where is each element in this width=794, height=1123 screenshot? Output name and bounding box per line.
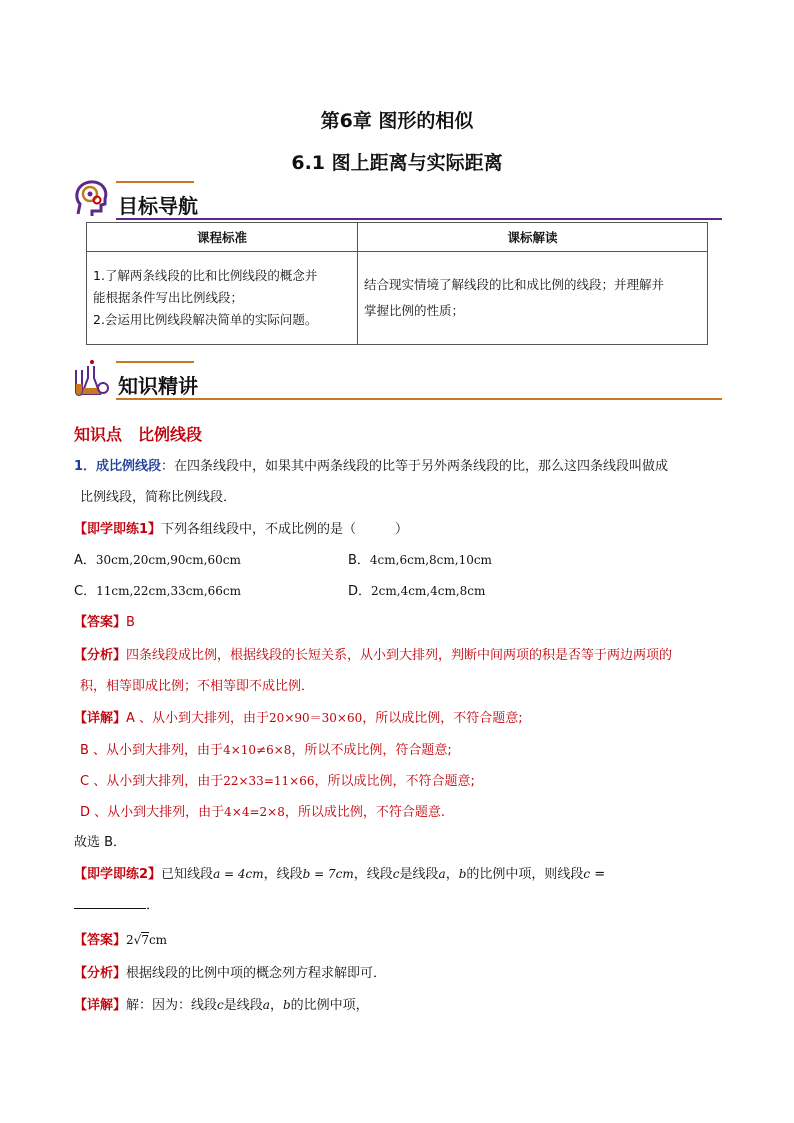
detail-text: D 、从小到大排列，由于 [80, 805, 225, 820]
option-text: 11cm,22cm,33cm,66cm [96, 584, 241, 598]
detail-text: 解：因为：线段 [126, 998, 218, 1013]
option-text: 2cm,4cm,4cm,8cm [371, 584, 486, 598]
detail-tag: 【详解】 [74, 711, 127, 726]
curriculum-table [86, 222, 708, 345]
detail-text: ，所以成比例，不符合题意; [362, 711, 523, 726]
practice1-question [74, 520, 408, 540]
section-header-knowledge [70, 358, 722, 402]
definition-line-1 [74, 457, 668, 477]
header-accent-line [116, 181, 194, 183]
question-text: 的比例中项，则线段 [466, 867, 584, 882]
analysis-tag: 【分析】 [74, 966, 127, 981]
table-line: 1.了解两条线段的比和比例线段的概念并 [93, 268, 318, 283]
question-text: ． [146, 898, 160, 913]
answer-coefficient: 2 [126, 933, 134, 947]
practice2-detail [74, 995, 369, 1016]
head-gears-icon [70, 178, 112, 220]
detail-text: ，所以成比例，不符合题意; [314, 774, 475, 789]
detail-text: A 、从小到大排列，由于 [126, 711, 270, 726]
table-cell-standard [87, 252, 358, 345]
answer-unit: cm [148, 933, 168, 947]
option-c [74, 581, 241, 602]
sqrt-sign-icon: √ [133, 933, 142, 947]
detail-text: 是线段 [223, 998, 263, 1013]
detail-math: 4×10≠6×8 [223, 743, 292, 757]
detail-text: B 、从小到大排列，由于 [80, 743, 224, 758]
detail-math: c [217, 998, 224, 1012]
answer-tag: 【答案】 [74, 933, 127, 948]
flask-icon [70, 358, 112, 400]
section-title-goals: 目标导航 [118, 194, 198, 218]
table-line: 能根据条件写出比例线段； [93, 290, 244, 305]
answer-blank [74, 896, 146, 909]
practice2-answer [74, 930, 167, 951]
answer-tag: 【答案】 [74, 615, 127, 630]
option-text: 4cm,6cm,8cm,10cm [369, 553, 492, 567]
detail-tag: 【详解】 [74, 998, 127, 1013]
option-a [74, 550, 241, 571]
option-letter: D． [348, 584, 372, 599]
detail-math: 22×33=11×66 [223, 774, 315, 788]
practice1-analysis-line-2: 积，相等即成比例；不相等即不成比例． [80, 679, 315, 694]
question-math: a = 4cm [213, 867, 264, 881]
table-line: 结合现实情境了解线段的比和成比例的线段；并理解并 [364, 277, 665, 292]
practice2-tag: 【即学即练2】 [74, 867, 162, 882]
practice1-detail-c [80, 771, 475, 792]
question-text: ， [445, 867, 459, 882]
option-d [348, 581, 485, 602]
question-math: c [392, 867, 400, 881]
definition-label: 1．成比例线段 [74, 459, 162, 474]
detail-text: ，所以不成比例，符合题意; [291, 743, 452, 758]
table-line: 掌握比例的性质； [364, 303, 465, 318]
table-header-interpretation: 课标解读 [358, 223, 708, 252]
option-letter: B． [348, 553, 370, 568]
question-text: ，线段 [353, 867, 393, 882]
practice2-answer-blank [74, 896, 159, 916]
header-divider [116, 398, 722, 400]
practice2-analysis [74, 964, 386, 984]
practice1-detail-a [74, 708, 523, 729]
detail-text: ，所以成比例，不符合题意. [284, 805, 445, 820]
practice1-conclusion: 故选 B． [74, 835, 127, 850]
analysis-text: 四条线段成比例，根据线段的长短关系，从小到大排列，判断中间两项的积是否等于两边两项的 [126, 648, 673, 663]
analysis-tag: 【分析】 [74, 648, 127, 663]
practice1-tag: 【即学即练1】 [74, 522, 162, 537]
section-title: 6.1 图上距离与实际距离 [291, 152, 503, 174]
practice1-detail-b [80, 740, 452, 761]
definition-line-2: 比例线段，简称比例线段． [80, 490, 237, 505]
table-cell-interpretation [358, 252, 708, 345]
chapter-title: 第6章 图形的相似 [320, 110, 474, 132]
question-text: 是线段 [399, 867, 439, 882]
answer-radicand: 7 [141, 933, 149, 947]
table-line: 2.会运用比例线段解决简单的实际问题。 [93, 312, 318, 327]
question-math: b [458, 867, 467, 881]
detail-math: 4×4=2×8 [224, 805, 285, 819]
practice1-detail-d [80, 802, 445, 823]
detail-math: a [262, 998, 270, 1012]
detail-text: 的比例中项， [290, 998, 369, 1013]
option-letter: C． [74, 584, 97, 599]
question-math: a [438, 867, 446, 881]
header-accent-line [116, 361, 194, 363]
option-letter: A． [74, 553, 96, 568]
question-text: 已知线段 [161, 867, 214, 882]
section-header-goals [70, 178, 722, 222]
practice1-answer [74, 613, 135, 633]
question-text: ，线段 [263, 867, 303, 882]
option-text: 30cm,20cm,90cm,60cm [95, 553, 241, 567]
question-text: = [590, 867, 606, 882]
detail-text: ， [269, 998, 283, 1013]
practice1-text: 下列各组线段中，不成比例的是（ ） [161, 522, 409, 537]
section-title-knowledge: 知识精讲 [118, 374, 198, 398]
table-header-standard: 课程标准 [87, 223, 358, 252]
practice1-analysis-line-1 [74, 646, 672, 666]
question-math: b = 7cm [302, 867, 354, 881]
definition-text: ：在四条线段中，如果其中两条线段的比等于另外两条线段的比，那么这四条线段叫做成 [161, 459, 669, 474]
question-math: c [583, 867, 591, 881]
answer-value: B [126, 615, 135, 630]
header-divider [116, 218, 722, 220]
detail-math: 20×90＝30×60 [269, 711, 363, 725]
option-b [348, 550, 492, 571]
detail-text: C 、从小到大排列，由于 [80, 774, 224, 789]
practice2-question [74, 864, 605, 885]
analysis-text: 根据线段的比例中项的概念列方程求解即可． [126, 966, 387, 981]
detail-math: b [282, 998, 291, 1012]
knowledge-point-title: 知识点 比例线段 [74, 425, 203, 444]
